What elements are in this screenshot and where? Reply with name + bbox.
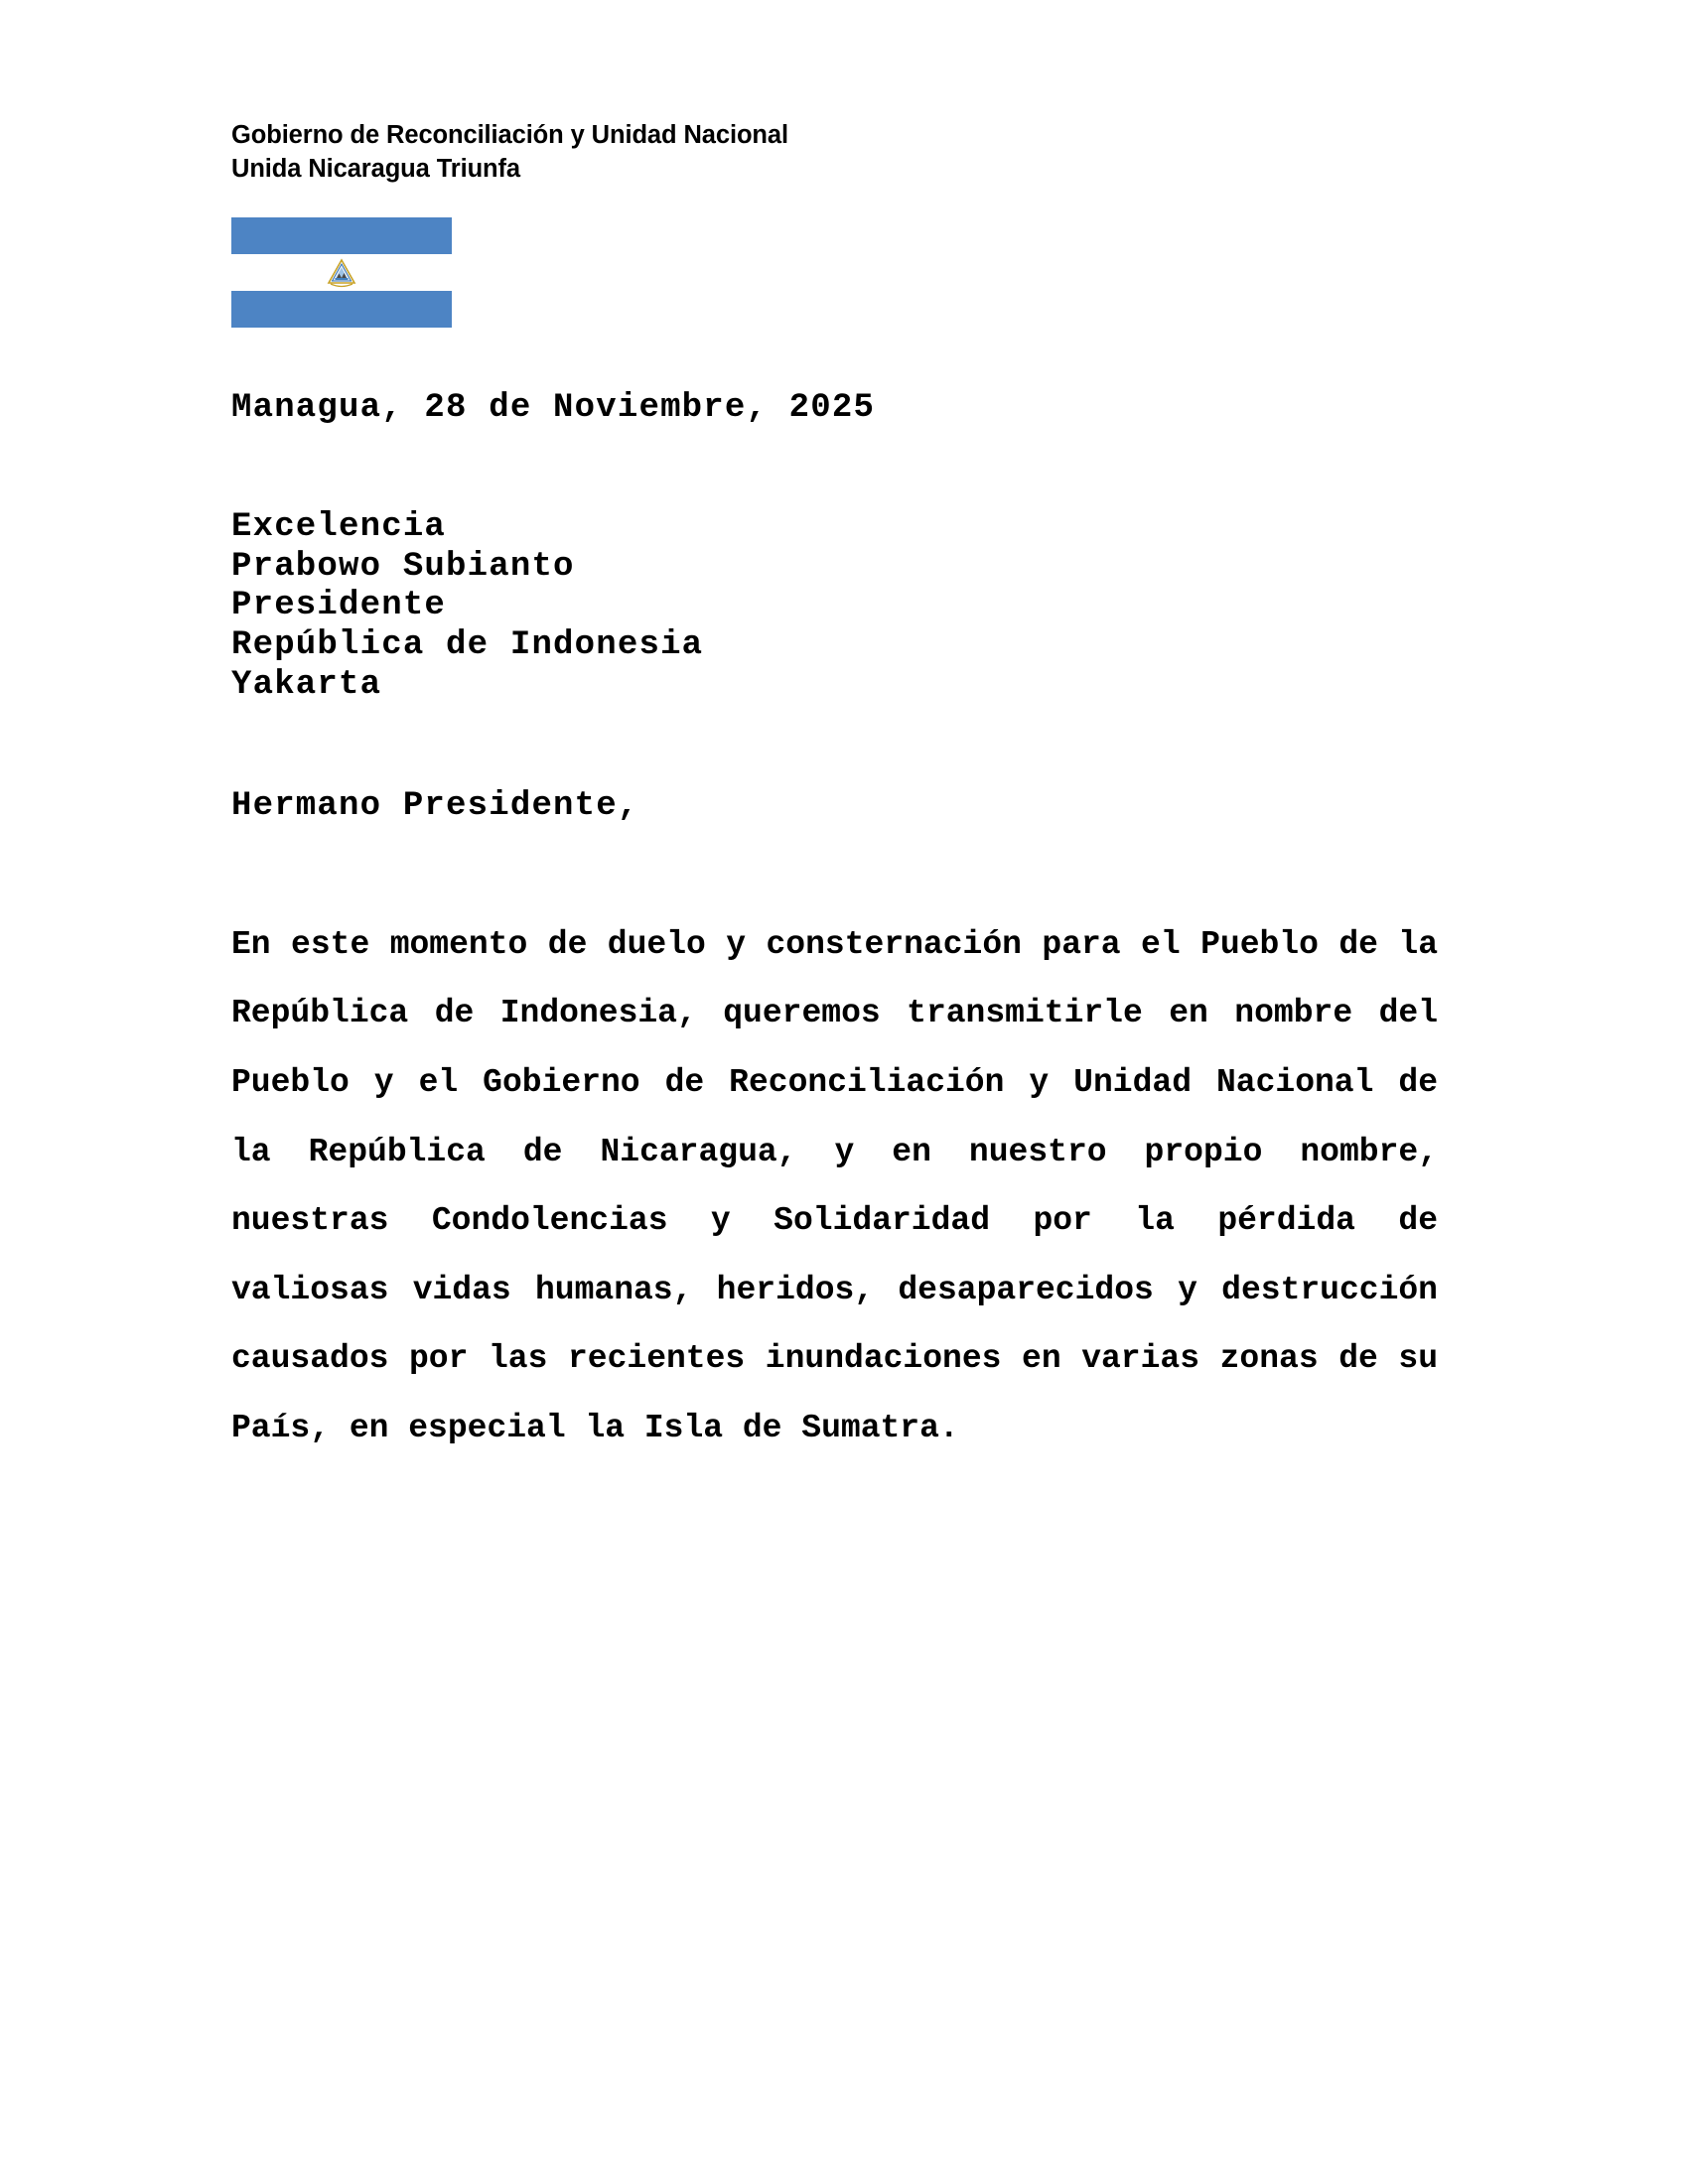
letterhead bbox=[231, 119, 1479, 187]
letterhead-line-1: Gobierno de Reconciliación y Unidad Nacional bbox=[231, 121, 788, 149]
flag-coat-of-arms-icon bbox=[324, 254, 359, 290]
letter-addressee bbox=[231, 508, 1479, 706]
flag-stripe-bottom bbox=[231, 291, 452, 328]
letter-date: Managua, 28 de Noviembre, 2025 bbox=[231, 388, 876, 427]
letter-salutation: Hermano Presidente, bbox=[231, 786, 639, 825]
addressee-line-2: Prabowo Subianto bbox=[231, 547, 575, 586]
spacer-after-date bbox=[231, 427, 1479, 508]
addressee-line-4: República de Indonesia bbox=[231, 626, 704, 665]
nicaragua-flag-icon bbox=[231, 217, 452, 328]
addressee-line-5: Yakarta bbox=[231, 665, 382, 704]
spacer-after-addressee bbox=[231, 706, 1479, 787]
flag-stripe-top bbox=[231, 217, 452, 254]
spacer-after-salutation bbox=[231, 825, 1479, 910]
letterhead-line-2: Unida Nicaragua Triunfa bbox=[231, 154, 521, 183]
letter-body bbox=[231, 389, 1479, 1463]
letter-paragraph-1: En este momento de duelo y consternación para el Pueblo de la República de Indonesia, queremos transmitirle en nombre del Pueblo y el Gobierno de Reconciliación y Unidad Nacional de la República de Nicaragua, y en nuestro propio nombre, nuestras Condolencias y Solidaridad por la pérdida de valiosas vidas humanas, heridos, desaparecidos y destrucción causados por las recientes inundaciones en varias zonas de su País, en especial la Isla de Sumatra. bbox=[231, 925, 1438, 1447]
addressee-line-3: Presidente bbox=[231, 587, 447, 625]
addressee-line-1: Excelencia bbox=[231, 507, 447, 546]
